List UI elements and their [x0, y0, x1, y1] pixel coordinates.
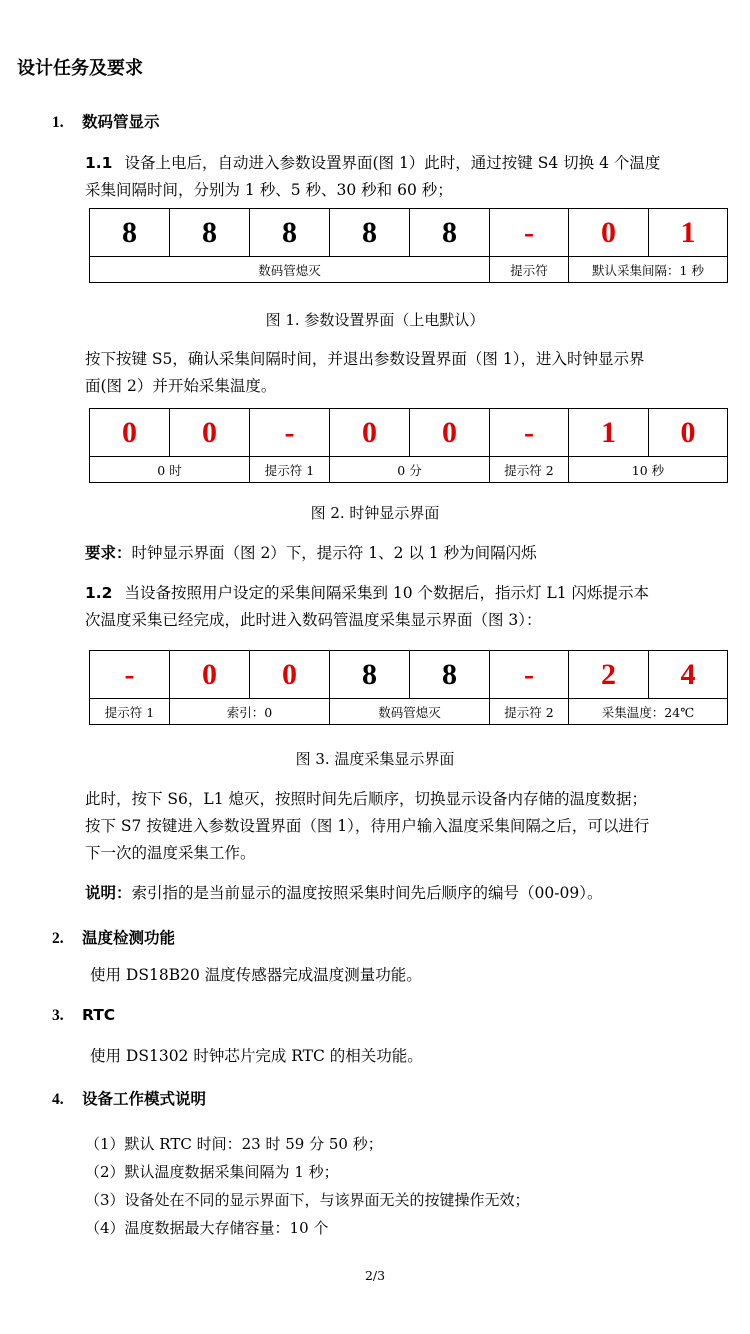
- fig1-digit-6: -: [490, 209, 569, 257]
- fig3-label-prompt-2: 提示符 2: [490, 699, 569, 725]
- list-item: （4）温度数据最大存储容量：10 个: [85, 1219, 329, 1237]
- fig2-label-hour: 0 时: [90, 457, 250, 483]
- requirement-label: 要求：: [85, 544, 132, 562]
- mode-list: [85, 1130, 530, 1242]
- figure-2-caption: 图 2. 时钟显示界面: [310, 504, 440, 522]
- paragraph-4: [85, 786, 649, 867]
- list-item: （2）默认温度数据采集间隔为 1 秒；: [85, 1163, 339, 1181]
- subsection-1-1-number: 1.1: [85, 154, 113, 172]
- section-1-title: 数码管显示: [82, 113, 160, 131]
- fig3-digit-1: -: [90, 651, 170, 699]
- list-item: （3）设备处在不同的显示界面下，与该界面无关的按键操作无效；: [85, 1191, 530, 1209]
- fig2-digit-4: 0: [330, 409, 410, 457]
- section-2-text: 使用 DS18B20 温度传感器完成温度测量功能。: [90, 966, 422, 984]
- fig1-digit-7: 0: [569, 209, 649, 257]
- note-paragraph: [85, 880, 602, 907]
- fig2-label-prompt-2: 提示符 2: [490, 457, 569, 483]
- figure-3-caption: 图 3. 温度采集显示界面: [295, 750, 455, 768]
- fig2-label-second: 10 秒: [569, 457, 728, 483]
- fig3-label-index: 索引：0: [170, 699, 330, 725]
- fig2-digit-7: 1: [569, 409, 649, 457]
- fig2-digit-8: 0: [649, 409, 728, 457]
- section-2-title: 温度检测功能: [82, 929, 176, 947]
- fig3-digit-7: 2: [569, 651, 649, 699]
- fig1-label-off: 数码管熄灭: [90, 257, 490, 283]
- paragraph-1-2-line-1: 当设备按照用户设定的采集间隔采集到 10 个数据后，指示灯 L1 闪烁提示本: [124, 584, 650, 602]
- section-4-heading: [52, 1087, 206, 1109]
- fig3-digit-4: 8: [330, 651, 410, 699]
- fig3-digit-8: 4: [649, 651, 728, 699]
- paragraph-2: [85, 346, 644, 400]
- fig3-digit-5: 8: [410, 651, 490, 699]
- paragraph-2-line-2: 面(图 2）并开始采集温度。: [85, 377, 277, 395]
- section-3-title: RTC: [82, 1006, 116, 1024]
- section-3-text: 使用 DS1302 时钟芯片完成 RTC 的相关功能。: [90, 1047, 423, 1065]
- fig3-label-temperature: 采集温度：24℃: [569, 699, 728, 725]
- fig1-digit-3: 8: [250, 209, 330, 257]
- fig3-digit-2: 0: [170, 651, 250, 699]
- figure-3-display-table: [89, 650, 728, 725]
- paragraph-2-line-1: 按下按键 S5，确认采集间隔时间，并退出参数设置界面（图 1），进入时钟显示界: [85, 350, 645, 368]
- section-2-heading: [52, 926, 175, 948]
- paragraph-1-2: [85, 580, 649, 634]
- fig2-digit-1: 0: [90, 409, 170, 457]
- document-title: 设计任务及要求: [17, 58, 143, 79]
- list-item: （1）默认 RTC 时间：23 时 59 分 50 秒；: [85, 1135, 383, 1153]
- fig2-digit-2: 0: [170, 409, 250, 457]
- fig3-label-prompt-1: 提示符 1: [90, 699, 170, 725]
- fig1-digit-5: 8: [410, 209, 490, 257]
- note-label: 说明：: [85, 884, 132, 902]
- fig1-digit-2: 8: [170, 209, 250, 257]
- section-1-number: 1.: [52, 114, 64, 131]
- section-1-heading: [52, 110, 160, 132]
- fig2-digit-6: -: [490, 409, 569, 457]
- section-3-heading: [52, 1006, 115, 1025]
- paragraph-4-line-2: 按下 S7 按键进入参数设置界面（图 1），待用户输入温度采集间隔之后，可以进行: [85, 817, 650, 835]
- paragraph-1-1-line-2: 采集间隔时间，分别为 1 秒、5 秒、30 秒和 60 秒；: [85, 181, 453, 199]
- fig3-digit-3: 0: [250, 651, 330, 699]
- requirement-paragraph: [85, 540, 537, 567]
- section-4-number: 4.: [52, 1091, 64, 1108]
- fig1-label-prompt: 提示符: [490, 257, 569, 283]
- note-text: 索引指的是当前显示的温度按照采集时间先后顺序的编号（00-09）。: [131, 884, 603, 902]
- paragraph-1-1-line-1: 设备上电后，自动进入参数设置界面(图 1）此时，通过按键 S4 切换 4 个温度: [124, 154, 661, 172]
- paragraph-1-1: [85, 150, 660, 204]
- fig1-digit-4: 8: [330, 209, 410, 257]
- section-2-number: 2.: [52, 930, 64, 947]
- section-4-title: 设备工作模式说明: [82, 1090, 207, 1108]
- fig1-digit-1: 8: [90, 209, 170, 257]
- figure-2-display-table: [89, 408, 728, 483]
- fig2-digit-3: -: [250, 409, 330, 457]
- fig3-digit-6: -: [490, 651, 569, 699]
- figure-1-display-table: [89, 208, 728, 283]
- paragraph-1-2-line-2: 次温度采集已经完成，此时进入数码管温度采集显示界面（图 3）：: [85, 611, 542, 629]
- paragraph-4-line-1: 此时，按下 S6，L1 熄灭，按照时间先后顺序，切换显示设备内存储的温度数据；: [85, 790, 647, 808]
- requirement-text: 时钟显示界面（图 2）下，提示符 1、2 以 1 秒为间隔闪烁: [131, 544, 537, 562]
- paragraph-4-line-3: 下一次的温度采集工作。: [85, 844, 256, 862]
- subsection-1-2-number: 1.2: [85, 584, 113, 602]
- section-3-number: 3.: [52, 1007, 64, 1024]
- fig2-label-minute: 0 分: [330, 457, 490, 483]
- fig2-label-prompt-1: 提示符 1: [250, 457, 330, 483]
- fig1-label-interval: 默认采集间隔：1 秒: [569, 257, 728, 283]
- page-number: 2/3: [364, 1268, 386, 1283]
- fig3-label-off: 数码管熄灭: [330, 699, 490, 725]
- fig2-digit-5: 0: [410, 409, 490, 457]
- fig1-digit-8: 1: [649, 209, 728, 257]
- figure-1-caption: 图 1. 参数设置界面（上电默认）: [265, 311, 485, 329]
